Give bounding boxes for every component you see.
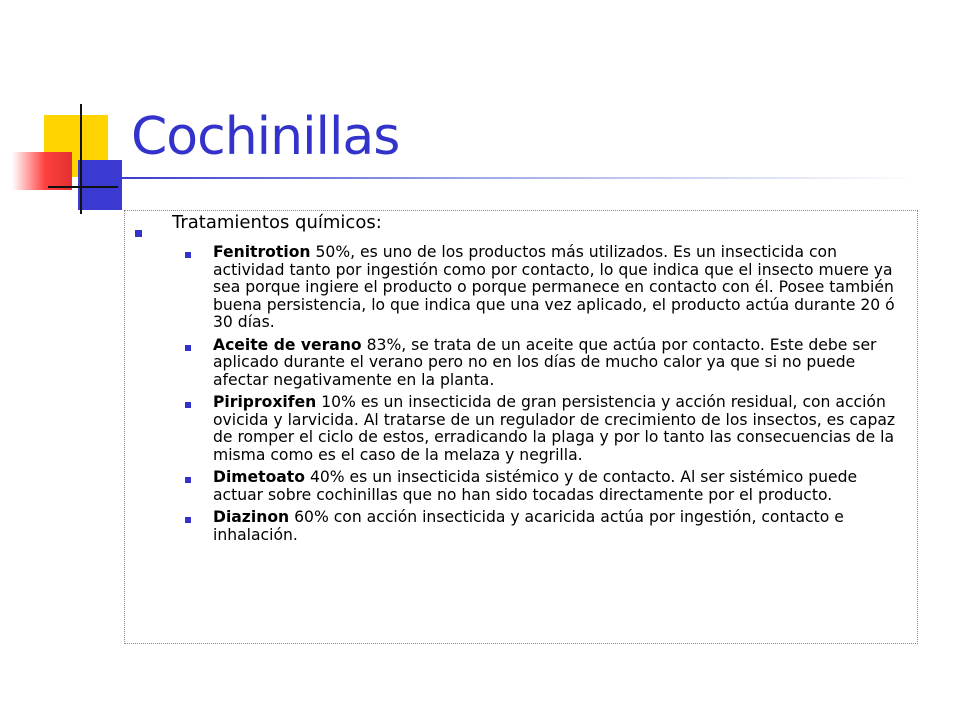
product-description: 60% con acción insecticida y acaricida actúa por ingestión, contacto e inhalación. — [213, 508, 844, 544]
list-item — [213, 394, 903, 464]
decor-blue-square — [78, 160, 122, 210]
list-item — [213, 509, 903, 544]
treatment-list — [213, 244, 903, 549]
bullet-square-icon — [185, 517, 191, 523]
product-name: Dimetoato — [213, 468, 305, 486]
bullet-square-icon — [185, 252, 191, 258]
list-item — [213, 469, 903, 504]
product-description: 50%, es uno de los productos más utilizados. Es un insecticida con actividad tanto por ingestión como por contacto, lo que indica que el insecto muere ya sea porque ingiere el producto o porque permanece en contacto con él. Posee también buena persistencia, lo que indica que una vez aplicado, el producto actúa durante 20 ó 30 días. — [213, 243, 895, 331]
decor-vertical-line — [80, 104, 82, 214]
product-name: Piriproxifen — [213, 393, 317, 411]
product-name: Aceite de verano — [213, 335, 362, 354]
bullet-square-icon — [185, 345, 191, 351]
product-name: Fenitrotion — [213, 243, 311, 261]
product-description: 10% es un insecticida de gran persistencia y acción residual, con acción ovicida y larvicida. Al tratarse de un regulador de crecimiento de los insectos, es capaz de romper el ciclo de estos, erradicando la plaga y por lo tanto las consecuencias de la misma como es el caso de la melaza y negrilla. — [213, 393, 896, 464]
product-name: Diazinon — [213, 508, 290, 526]
bullet-square-icon — [135, 230, 142, 237]
decor-red-bar — [12, 152, 72, 190]
section-heading: Tratamientos químicos: — [172, 212, 382, 233]
product-description: 83%, se trata de un aceite que actúa por contacto. Este debe ser aplicado durante el verano pero no en los días de mucho calor ya que si no puede afectar negativamente en la planta. — [213, 335, 877, 389]
bullet-square-icon — [185, 402, 191, 408]
product-description: 40% es un insecticida sistémico y de contacto. Al ser sistémico puede actuar sobre cochinillas que no han sido tocadas directamente por el producto. — [213, 468, 858, 504]
title-underline — [118, 177, 918, 179]
decor-horizontal-line — [48, 186, 118, 188]
list-item — [213, 244, 903, 332]
bullet-square-icon — [185, 477, 191, 483]
slide-title: Cochinillas — [131, 107, 400, 167]
list-item — [213, 337, 903, 390]
